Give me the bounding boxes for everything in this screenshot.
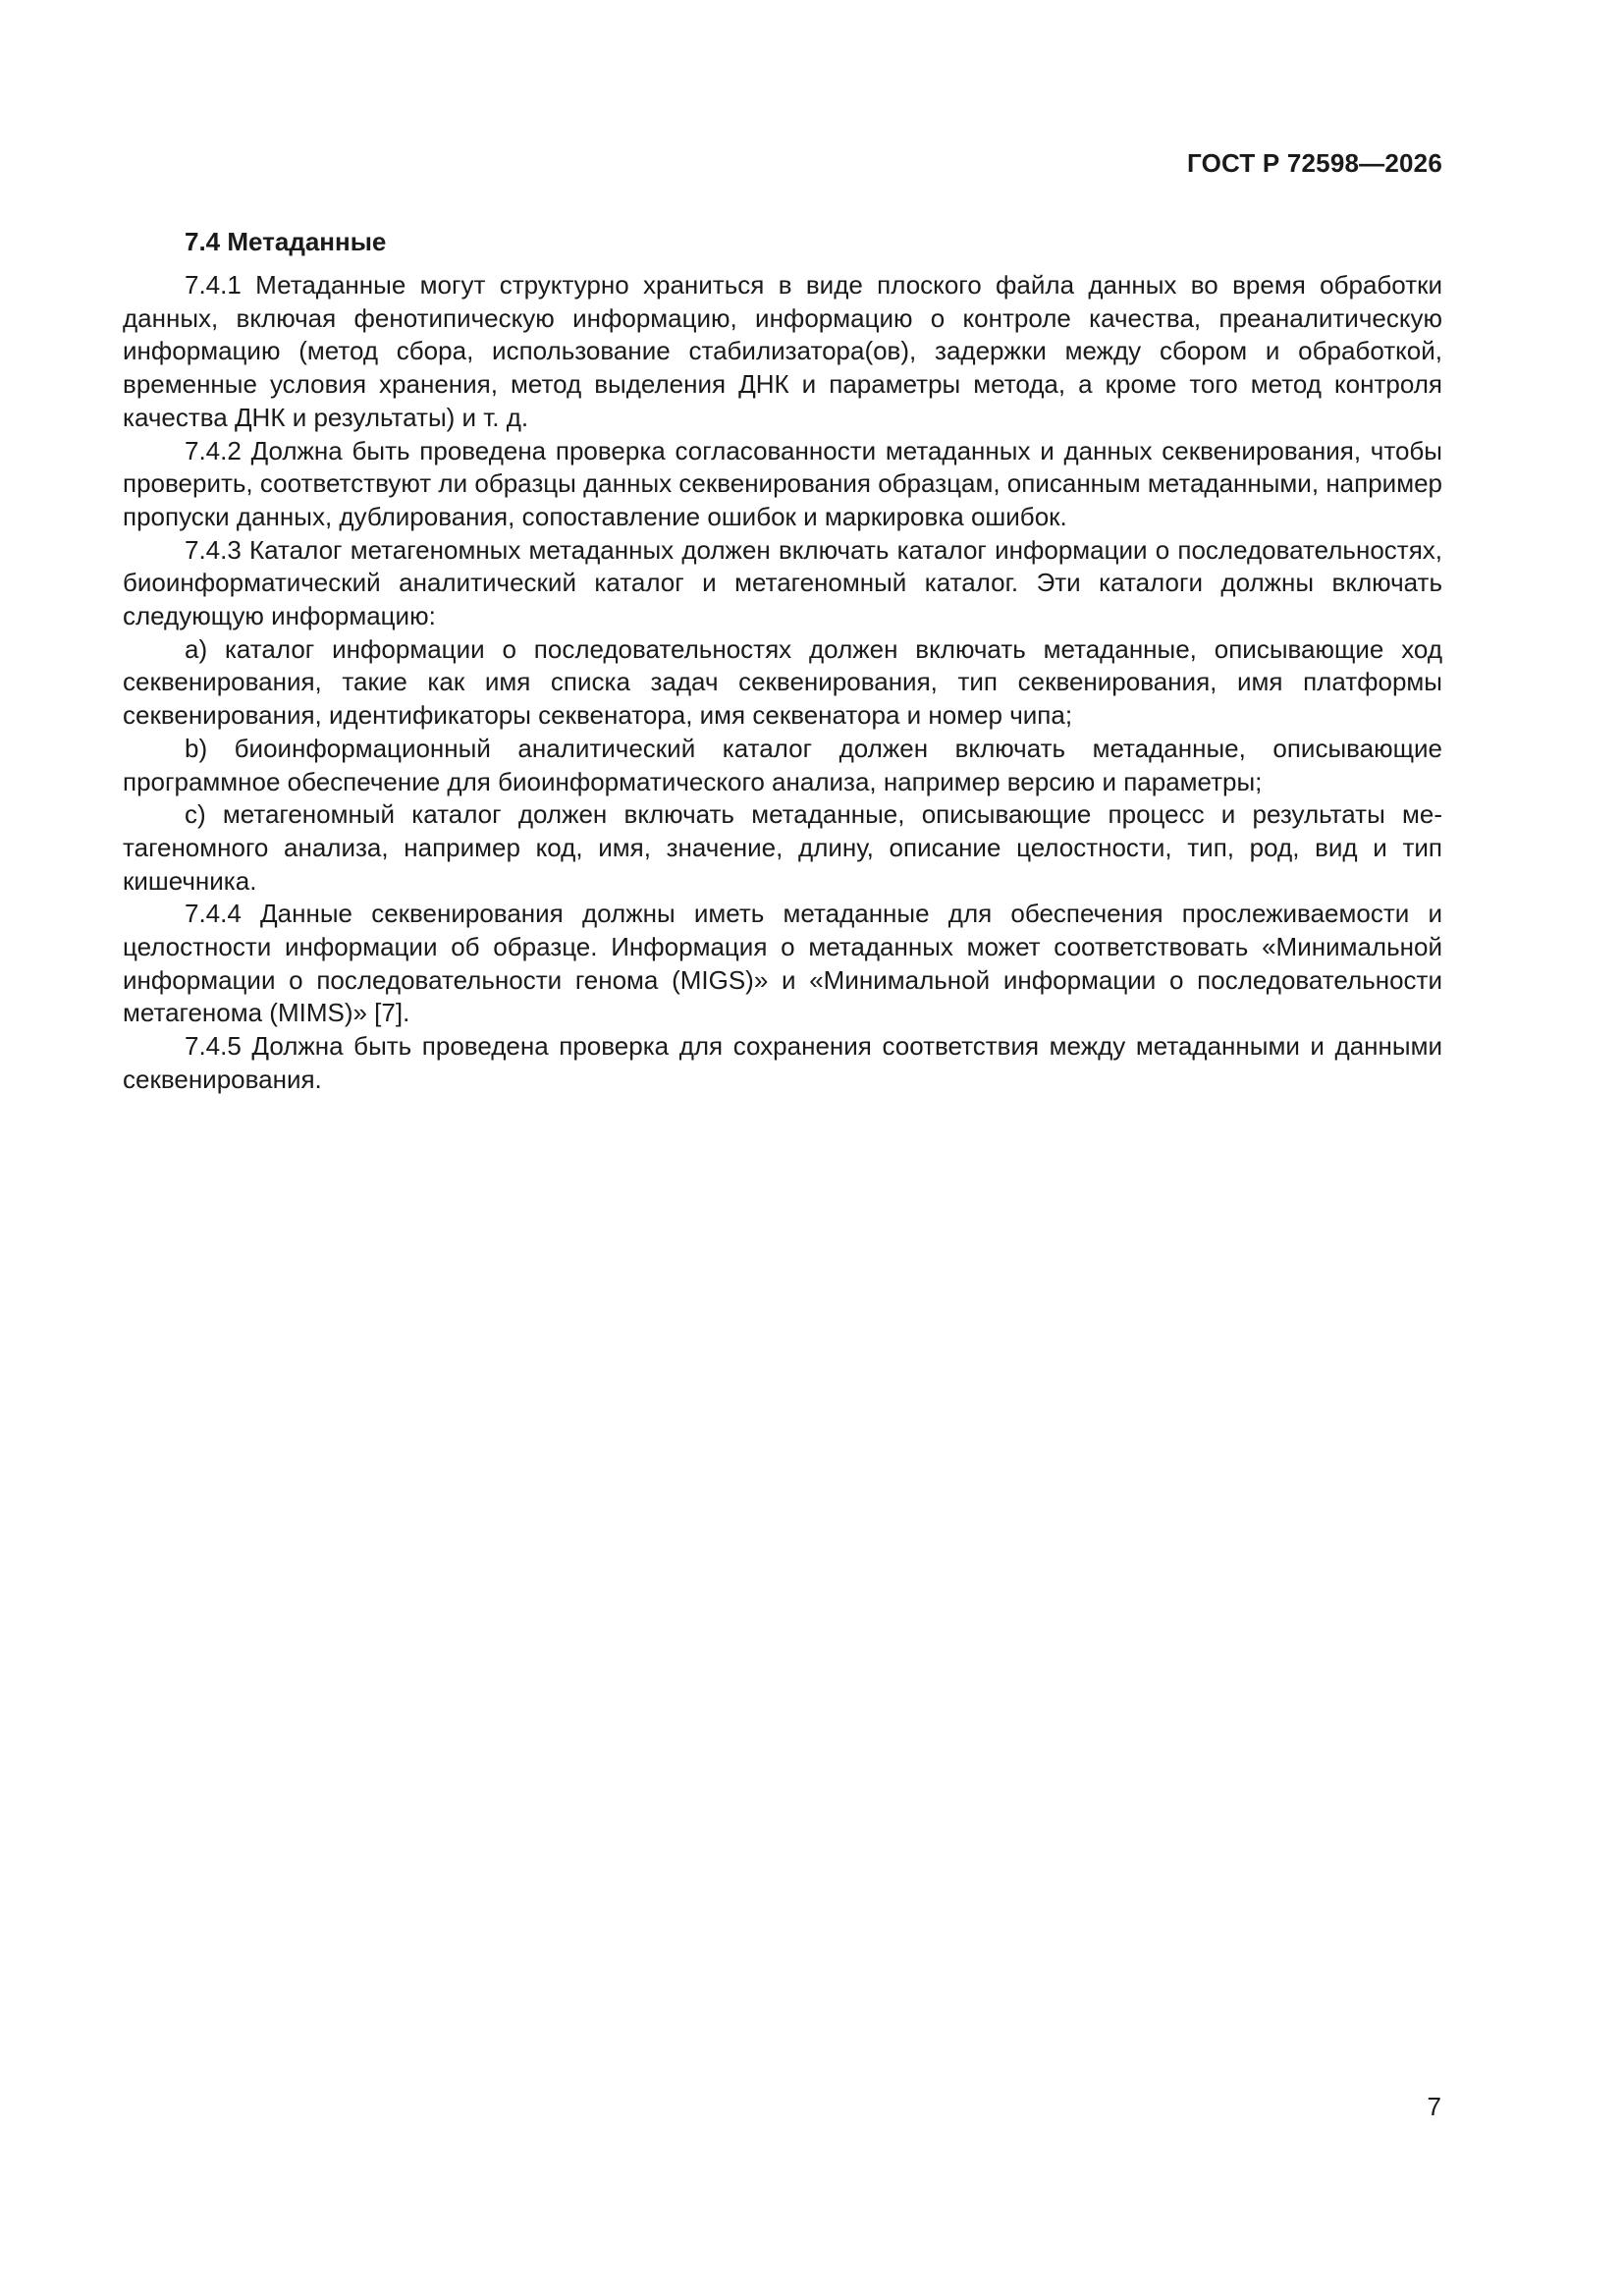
paragraph-7-4-3: 7.4.3 Каталог метагеномных метаданных должен включать каталог информации о последовательностях, биоинформатический аналитический каталог и метагеномный каталог. Эти каталоги должны включать следующую информацию: [123,534,1442,631]
paragraph-7-4-5: 7.4.5 Должна быть проведена проверка для сохранения соответствия между метаданными и данными секвенирования. [123,1031,1442,1094]
paragraph-7-4-4: 7.4.4 Данные секвенирования должны иметь метаданные для обеспечения прослеживаемости и целостности информации об образце. Информация о метаданных может соответствовать «Минимальной информации о последовательности генома (MIGS)» и «Минимальной информации о последовательности метагенома (MIMS)» [7]. [123,899,1442,1028]
paragraph-7-4-1: 7.4.1 Метаданные могут структурно храниться в виде плоского файла данных во время обработки данных, включая фенотипическую информацию, информацию о контроле качества, преаналитическую информацию (метод сбора, использование стабилизатора(ов), задержки между сбором и обработкой, временные условия хранения, метод выделения ДНК и параметры метода, а кроме того метод контроля качества ДНК и результаты) и т. д. [123,270,1442,432]
list-item-c: c) метагеномный каталог должен включать метаданные, описывающие процесс и результаты метагеномного анализа, например код, имя, значение, длину, описание целостности, тип, род, вид и тип кишечника. [123,799,1442,896]
page-number: 7 [1427,2092,1441,2121]
paragraph-7-4-2: 7.4.2 Должна быть проведена проверка согласованности метаданных и данных секвенирования, чтобы проверить, соответствуют ли образцы данных секвенирования образцам, описанным метаданными, например пропуски данных, дублирования, сопоставление ошибок и маркировка ошибок. [123,435,1442,531]
page-content [123,225,1442,1097]
document-code-header: ГОСТ Р 72598—2026 [1187,148,1442,178]
section-title: 7.4 Метаданные [185,227,387,256]
list-item-a: a) каталог информации о последовательностях должен включать метаданные, описывающие ход секвенирования, такие как имя списка задач секвенирования, тип секвенирования, имя платформы секвенирования, идентификаторы секвенатора, имя секвенатора и номер чипа; [123,633,1442,731]
list-item-b: b) биоинформационный аналитический каталог должен включать метаданные, описывающие программное обеспечение для биоинформатического анализа, например версию и параметры; [123,733,1442,796]
